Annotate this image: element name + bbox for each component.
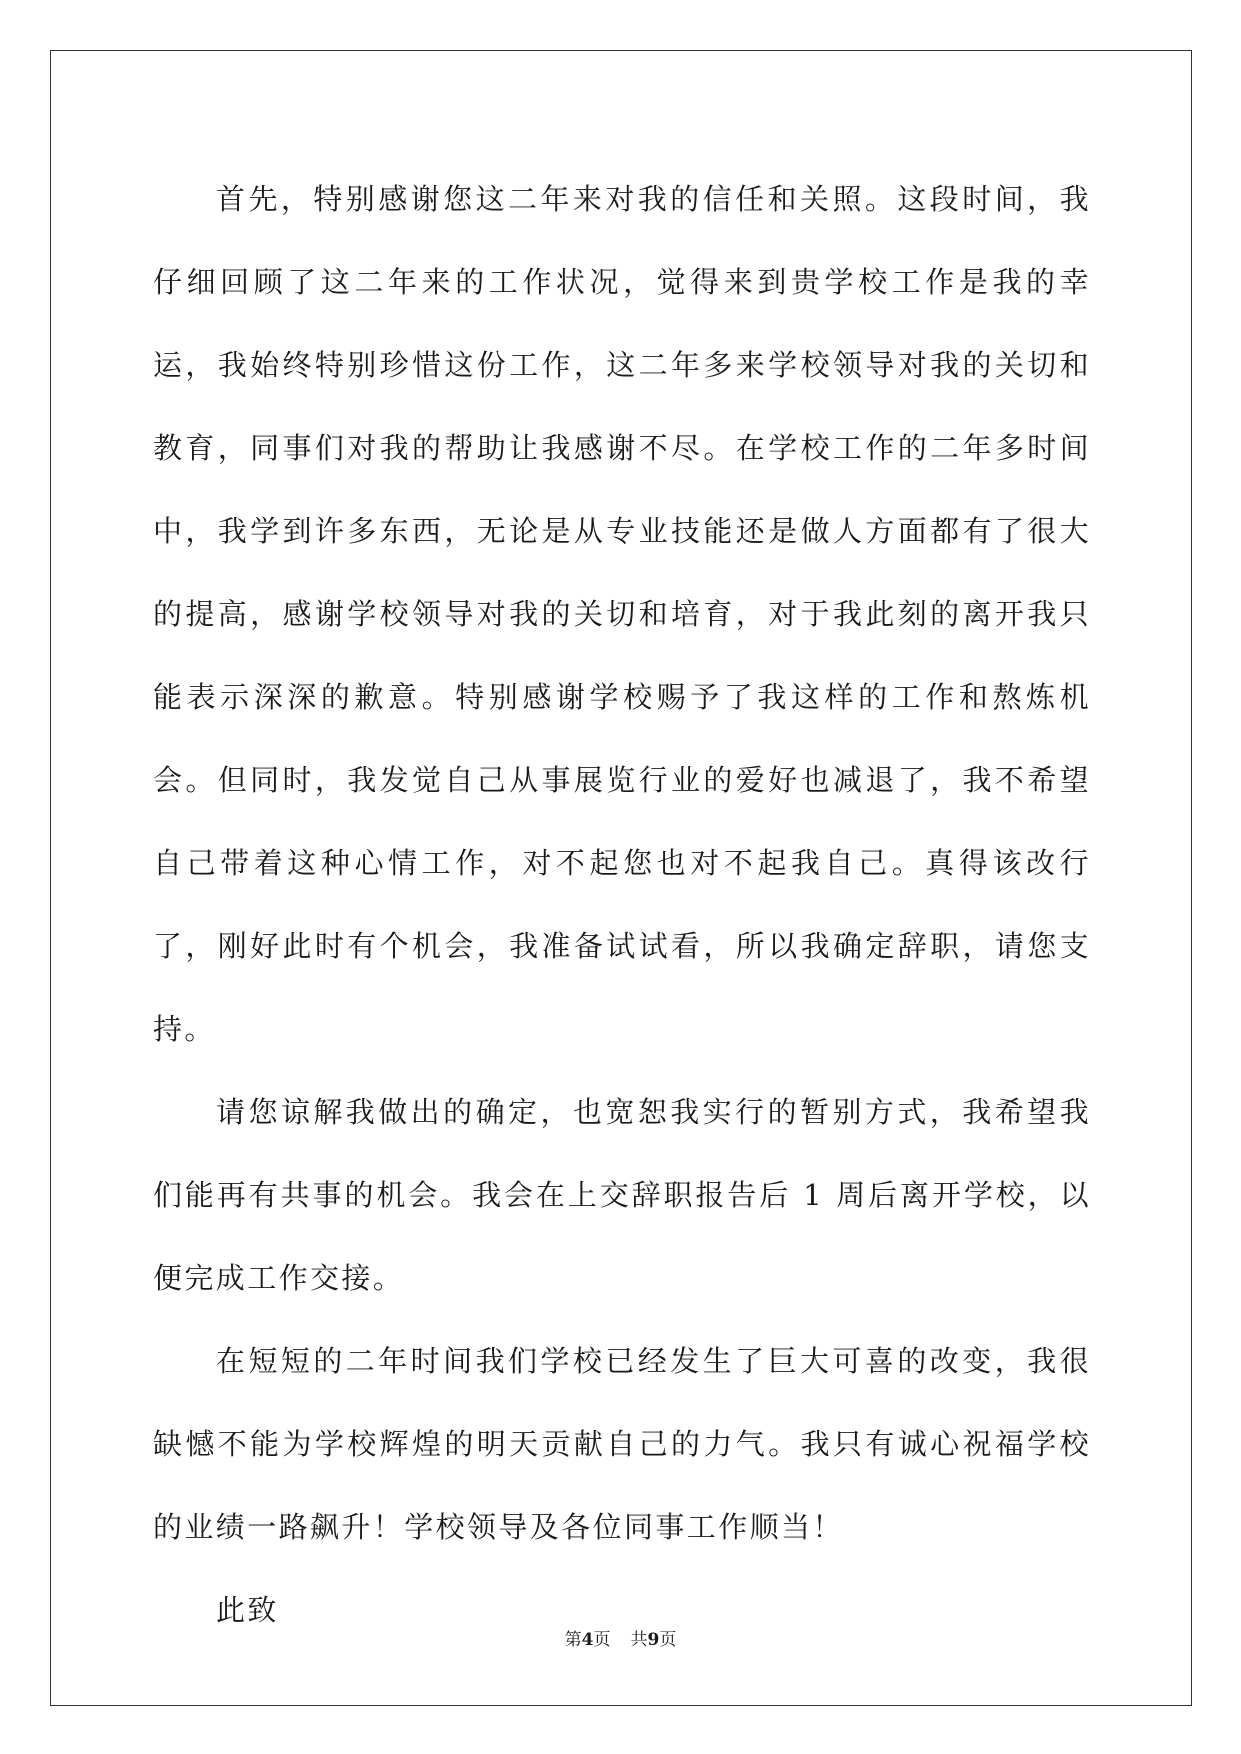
total-suffix: 页: [659, 1630, 677, 1650]
paragraph-3: 在短短的二年时间我们学校已经发生了巨大可喜的改变，我很缺憾不能为学校辉煌的明天贡献自己的力气。我只有诚心祝福学校的业绩一路飙升！学校领导及各位同事工作顺当！: [153, 1344, 1091, 1544]
page-suffix: 页: [593, 1630, 611, 1650]
page-footer: [0, 1629, 1241, 1651]
document-body: [153, 158, 1091, 1652]
closing-salutation: 此致: [216, 1593, 279, 1627]
page-prefix: 第: [564, 1630, 582, 1650]
paragraph-1: 首先，特别感谢您这二年来对我的信任和关照。这段时间，我仔细回顾了这二年来的工作状况，觉得来到贵学校工作是我的幸运，我始终特别珍惜这份工作，这二年多来学校领导对我的关切和教育，同事们对我的帮助让我感谢不尽。在学校工作的二年多时间中，我学到许多东西，无论是从专业技能还是做人方面都有了很大的提高，感谢学校领导对我的关切和培育，对于我此刻的离开我只能表示深深的歉意。特别感谢学校赐予了我这样的工作和熬炼机会。但同时，我发觉自己从事展览行业的爱好也减退了，我不希望自己带着这种心情工作，对不起您也对不起我自己。真得该改行了，刚好此时有个机会，我准备试试看，所以我确定辞职，请您支持。: [153, 182, 1091, 1046]
current-page-number: 4: [581, 1630, 594, 1650]
total-prefix: 共: [630, 1630, 648, 1650]
total-pages-number: 9: [647, 1630, 660, 1650]
paragraph-2: 请您谅解我做出的确定，也宽恕我实行的暂别方式，我希望我们能再有共事的机会。我会在上交辞职报告后 1 周后离开学校，以便完成工作交接。: [153, 1095, 1091, 1295]
